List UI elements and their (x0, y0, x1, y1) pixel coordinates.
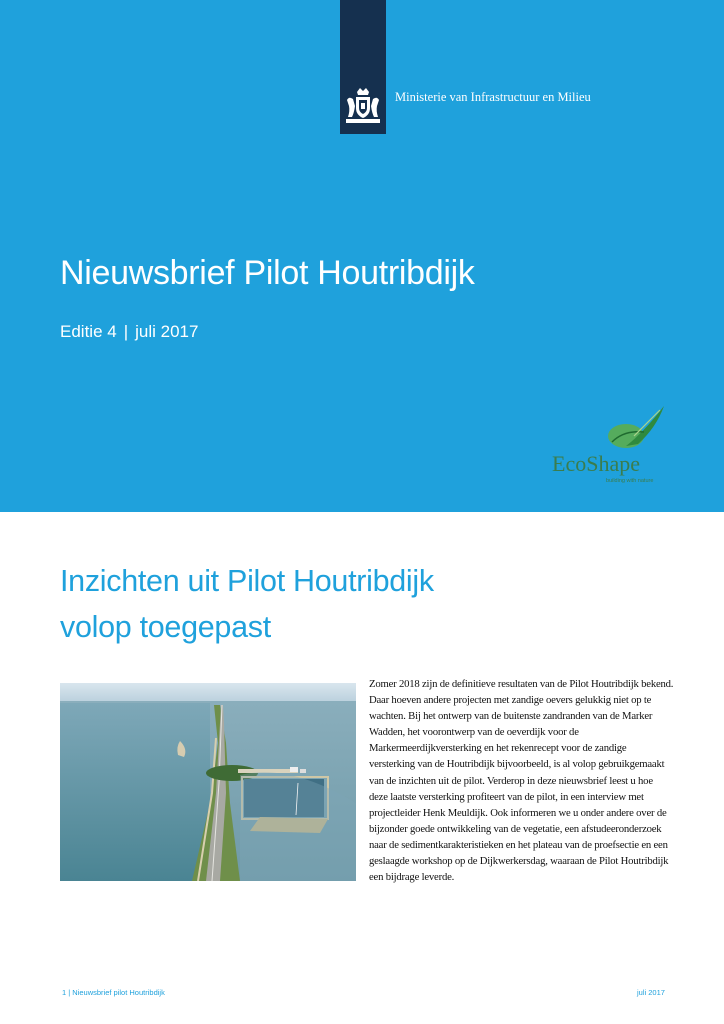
government-logo-bar (340, 0, 386, 134)
edition-number: Editie 4 (60, 322, 117, 341)
royal-crest-icon (343, 86, 383, 126)
headline-line-2: volop toegepast (60, 610, 271, 644)
ecoshape-name: EcoShape (552, 451, 640, 476)
edition-line (60, 322, 198, 342)
ministry-name: Ministerie van Infrastructuur en Milieu (395, 90, 591, 104)
ecoshape-logo (550, 402, 670, 492)
headline-line-1: Inzichten uit Pilot Houtribdijk (60, 564, 434, 598)
aerial-photo-houtribdijk (60, 683, 356, 881)
footer-page-label: 1 | Nieuwsbrief pilot Houtribdijk (62, 988, 165, 997)
article-paragraph: Zomer 2018 zijn de definitieve resultaten van de Pilot Houtribdijk bekend. Daar hoeven andere projecten met zandige oevers gelukkig niet op te wachten. Bij het ontwerp van de buitenste zandranden van de Marker Wadden, het voorontwerp van de oeverdijk voor de Markermeerdijkversterking en het rekenrecept voor de zandige versterking van de Houtribdijk bijvoorbeeld, is al volop gebruikgemaakt van de inzichten uit de pilot. Verderop in deze nieuwsbrief leest u hoe deze laatste versterking profiteert van de pilot, in een interview met projectleider Henk Meuldijk. Ook informeren we u onder andere over de bijzonder goede ontwikkeling van de vegetatie, een afstudeeronderzoek naar de sedimentkarakteristieken en het plateau van de proefsectie en een geslaagde workshop op de Dijkwerkersdag, waaraan de Pilot Houtribdijk een bijdrage leverde. (369, 678, 674, 884)
article-body (369, 676, 674, 885)
article-headline (60, 558, 434, 650)
ecoshape-leaf-icon (604, 402, 670, 452)
ecoshape-tagline: building with nature (606, 478, 654, 484)
footer-date: juli 2017 (637, 988, 665, 997)
edition-separator: | (123, 322, 129, 341)
newsletter-title: Nieuwsbrief Pilot Houtribdijk (60, 254, 475, 292)
edition-date: juli 2017 (135, 322, 199, 341)
